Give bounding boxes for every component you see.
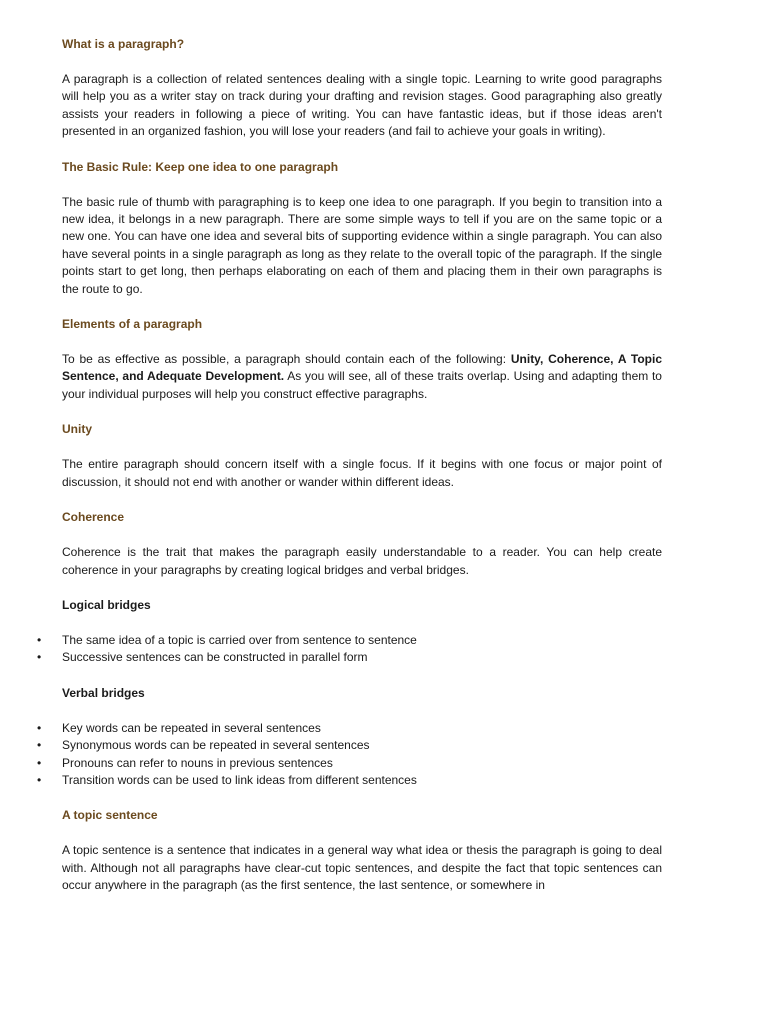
bullet-icon: • <box>37 632 42 647</box>
list-item-text: Transition words can be used to link ideas from different sentences <box>62 772 417 787</box>
paragraph-what-is-paragraph: A paragraph is a collection of related sentences dealing with a single topic. Learning to write good paragraphs will help you as a writer stay on track during your drafting and revision stages. Good paragraphing also greatly assists your readers in following a piece of writing. You can have fantastic ideas, but if those ideas aren't presented in an organized fashion, you will lose your readers (and fail to achieve your goals in writing). <box>62 72 662 139</box>
list-item-text: The same idea of a topic is carried over from sentence to sentence <box>62 632 417 647</box>
document-page <box>37 36 662 913</box>
heading-elements: Elements of a paragraph <box>62 317 203 332</box>
bullet-icon: • <box>37 772 42 787</box>
elements-text-end: As you will see, all of these traits overlap. Using and adapting them to your individual purposes will help you construct effective paragraphs. <box>62 369 662 401</box>
heading-coherence: Coherence <box>62 510 125 525</box>
heading-basic-rule: The Basic Rule: Keep one idea to one paragraph <box>62 159 339 174</box>
list-item <box>34 737 662 754</box>
heading-topic-sentence: A topic sentence <box>62 808 158 823</box>
bullet-icon: • <box>37 720 42 735</box>
list-item <box>34 720 662 737</box>
subheading-verbal-bridges: Verbal bridges <box>62 685 145 700</box>
bullet-icon: • <box>37 755 42 770</box>
list-item <box>34 772 662 789</box>
list-item <box>34 649 662 666</box>
heading-what-is-paragraph: What is a paragraph? <box>62 37 185 51</box>
elements-text-start: To be as effective as possible, a paragraph should contain each of the following: <box>62 352 511 367</box>
list-item-text: Pronouns can refer to nouns in previous sentences <box>62 755 333 770</box>
list-logical-bridges <box>34 632 662 667</box>
list-item <box>34 632 662 649</box>
list-item-text: Successive sentences can be constructed in parallel form <box>62 650 368 665</box>
paragraph-elements <box>62 351 662 403</box>
list-item-text: Key words can be repeated in several sentences <box>62 720 321 735</box>
list-item <box>34 755 662 772</box>
bullet-icon: • <box>37 738 42 753</box>
paragraph-basic-rule: The basic rule of thumb with paragraphing is to keep one idea to one paragraph. If you begin to transition into a new idea, it belongs in a new paragraph. There are some simple ways to tell if you are on the same topic or a new one. You can have one idea and several bits of supporting evidence within a single paragraph. You can also have several points in a single paragraph as long as they relate to the overall topic of the paragraph. If the single points start to get long, then perhaps elaborating on each of them and placing them in their own paragraphs is the route to go. <box>62 194 662 296</box>
paragraph-coherence: Coherence is the trait that makes the paragraph easily understandable to a reader. You can help create coherence in your paragraphs by creating logical bridges and verbal bridges. <box>62 545 662 577</box>
list-item-text: Synonymous words can be repeated in several sentences <box>62 738 370 753</box>
subheading-logical-bridges: Logical bridges <box>62 597 151 612</box>
list-verbal-bridges <box>34 720 662 790</box>
elements-text-bold: Unity, Coherence, A Topic Sentence, and Adequate Development. <box>62 352 662 384</box>
paragraph-unity: The entire paragraph should concern itself with a single focus. If it begins with one focus or major point of discussion, it should not end with another or wander within different ideas. <box>62 457 662 489</box>
heading-unity: Unity <box>62 422 92 437</box>
bullet-icon: • <box>37 650 42 665</box>
paragraph-topic-sentence: A topic sentence is a sentence that indicates in a general way what idea or thesis the paragraph is going to deal with. Although not all paragraphs have clear-cut topic sentences, and despite the fact that topic sentences can occur anywhere in the paragraph (as the first sentence, the last sentence, or somewhere in <box>62 843 662 893</box>
